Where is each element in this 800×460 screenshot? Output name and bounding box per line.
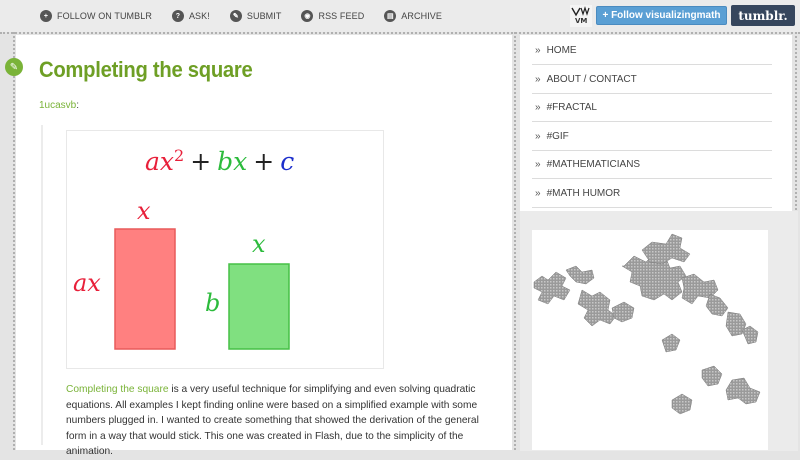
rss-icon: ◉ <box>301 10 313 22</box>
nav-rss-feed[interactable] <box>301 10 364 22</box>
equation-plus: + <box>253 147 275 176</box>
equation-plus: + <box>190 147 212 176</box>
body-link[interactable]: Completing the square <box>66 384 169 395</box>
post-body <box>66 382 496 460</box>
pencil-icon: ✎ <box>230 10 242 22</box>
nav-archive[interactable] <box>384 10 442 22</box>
sidebar-widget <box>520 211 798 451</box>
fractal-image[interactable] <box>532 230 768 450</box>
post-figure <box>66 130 384 369</box>
sidebar-item-about-contact[interactable] <box>532 66 772 94</box>
body-text: is a very useful technique for simplifying and even solving quadratic equations. All examples I kept finding online were based on a simplified example with some numbers plugged in. I wanted to create something that showed the derivation of the general form in a way that would stick. This one was created in Flash, due to the simplicity of the animation. <box>66 384 479 457</box>
top-bar <box>0 0 800 32</box>
rect-a <box>115 229 175 349</box>
chevron-right-icon: » <box>535 188 541 199</box>
sidebar-item-fractal[interactable] <box>532 94 772 122</box>
blog-logo[interactable] <box>570 5 592 27</box>
tumblr-button[interactable]: tumblr. <box>731 5 795 26</box>
top-nav <box>40 0 462 32</box>
sidebar-item-label: #GIF <box>546 131 569 142</box>
post-author[interactable] <box>39 100 79 111</box>
question-icon: ? <box>172 10 184 22</box>
rect-a-top-label: x <box>137 197 151 225</box>
nav-label: ARCHIVE <box>401 11 443 21</box>
archive-icon: ▤ <box>384 10 396 22</box>
text-post-icon[interactable]: ✎ <box>5 58 23 76</box>
sidebar <box>520 35 792 450</box>
sidebar-item-label: #FRACTAL <box>546 102 597 113</box>
completing-square-diagram <box>67 131 383 368</box>
dragon-fractal-graphic <box>532 230 768 450</box>
rect-b-top-label: x <box>252 230 266 258</box>
nav-ask[interactable] <box>172 10 210 22</box>
chevron-right-icon: » <box>535 102 541 113</box>
equation <box>145 146 294 176</box>
post-title[interactable]: Completing the square <box>39 57 253 82</box>
chevron-right-icon: » <box>535 74 541 85</box>
sidebar-item-label: #MATHEMATICIANS <box>546 159 641 170</box>
chevron-right-icon: » <box>535 159 541 170</box>
sidebar-item-gif[interactable] <box>532 123 772 151</box>
divider <box>0 32 800 34</box>
sidebar-item-label: HOME <box>546 45 577 56</box>
logo-text: VM <box>575 17 588 25</box>
sidebar-item-label: ABOUT / CONTACT <box>546 74 637 85</box>
blockquote-bar <box>41 125 43 445</box>
rect-b-side-label: b <box>205 289 221 317</box>
sidebar-item-math-humor[interactable] <box>532 180 772 208</box>
equation-term-b: bx <box>217 147 248 176</box>
author-name[interactable]: 1ucasvb <box>39 100 77 111</box>
author-colon: : <box>76 100 80 111</box>
nav-label: RSS FEED <box>318 11 365 21</box>
chevron-right-icon: » <box>535 45 541 56</box>
nav-label: FOLLOW ON TUMBLR <box>57 11 152 21</box>
sidebar-item-label: #MATH HUMOR <box>546 188 621 199</box>
rect-a-side-label: ax <box>73 269 101 297</box>
equation-exponent: 2 <box>174 146 185 165</box>
nav-submit[interactable] <box>230 10 282 22</box>
nav-label: SUBMIT <box>246 11 282 21</box>
follow-button[interactable]: + Follow visualizingmath <box>596 6 727 25</box>
divider <box>13 32 15 450</box>
nav-label: ASK! <box>188 11 210 21</box>
sidebar-item-mathematicians[interactable] <box>532 151 772 179</box>
equation-term-a: ax <box>145 147 175 176</box>
plus-icon: + <box>40 10 52 22</box>
divider <box>514 32 516 450</box>
sidebar-item-home[interactable] <box>532 37 772 65</box>
equation-term-c: c <box>280 147 295 176</box>
rect-b <box>229 264 289 349</box>
nav-follow-on-tumblr[interactable] <box>40 10 152 22</box>
chevron-right-icon: » <box>535 131 541 142</box>
